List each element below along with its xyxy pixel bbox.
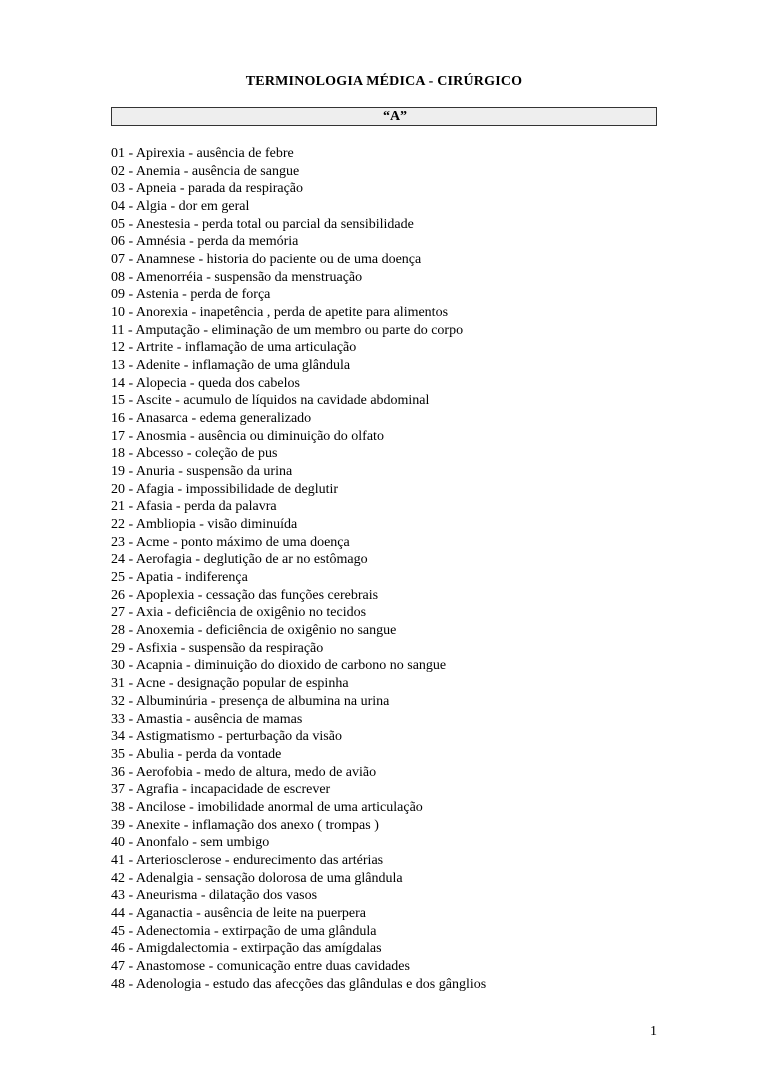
term-list-item: 05 - Anestesia - perda total ou parcial da sensibilidade: [111, 216, 414, 232]
term-list-item: 25 - Apatia - indiferença: [111, 570, 248, 586]
term-list-item: 18 - Abcesso - coleção de pus: [111, 446, 278, 462]
term-list-item: 09 - Astenia - perda de força: [111, 287, 271, 303]
term-list-item: 12 - Artrite - inflamação de uma articulação: [111, 340, 357, 356]
term-list-item: 41 - Arteriosclerose - endurecimento das artérias: [111, 852, 384, 868]
term-list-item: 39 - Anexite - inflamação dos anexo ( trompas ): [111, 817, 379, 833]
term-list-item: 20 - Afagia - impossibilidade de deglutir: [111, 481, 339, 497]
term-list-item: 34 - Astigmatismo - perturbação da visão: [111, 729, 342, 745]
term-list-item: 37 - Agrafia - incapacidade de escrever: [111, 782, 331, 798]
term-list: [111, 145, 486, 993]
term-list-item: 30 - Acapnia - diminuição do dioxido de carbono no sangue: [111, 658, 447, 674]
term-list-item: 24 - Aerofagia - deglutição de ar no estômago: [111, 552, 368, 568]
page-number: 1: [650, 1024, 657, 1039]
page-title: TERMINOLOGIA MÉDICA - CIRÚRGICO: [245, 74, 523, 89]
term-list-item: 26 - Apoplexia - cessação das funções cerebrais: [111, 587, 379, 603]
term-list-item: 02 - Anemia - ausência de sangue: [111, 163, 300, 179]
term-list-item: 17 - Anosmia - ausência ou diminuição do olfato: [111, 428, 384, 444]
term-list-item: 21 - Afasia - perda da palavra: [111, 499, 277, 515]
term-list-item: 04 - Algia - dor em geral: [111, 199, 250, 215]
term-list-item: 14 - Alopecia - queda dos cabelos: [111, 375, 300, 391]
term-list-item: 46 - Amigdalectomia - extirpação das amígdalas: [111, 941, 382, 957]
term-list-item: 38 - Ancilose - imobilidade anormal de uma articulação: [111, 799, 423, 815]
term-list-item: 06 - Amnésia - perda da memória: [111, 234, 299, 250]
term-list-item: 29 - Asfixia - suspensão da respiração: [111, 640, 324, 656]
term-list-item: 19 - Anuria - suspensão da urina: [111, 464, 293, 480]
term-list-item: 16 - Anasarca - edema generalizado: [111, 411, 312, 427]
section-letter-label: “A”: [382, 109, 408, 124]
term-list-item: 31 - Acne - designação popular de espinha: [111, 676, 349, 692]
term-list-item: 15 - Ascite - acumulo de líquidos na cavidade abdominal: [111, 393, 430, 409]
term-list-item: 10 - Anorexia - inapetência , perda de apetite para alimentos: [111, 305, 449, 321]
term-list-item: 48 - Adenologia - estudo das afecções das glândulas e dos gânglios: [111, 976, 487, 992]
term-list-item: 13 - Adenite - inflamação de uma glândula: [111, 358, 351, 374]
term-list-item: 28 - Anoxemia - deficiência de oxigênio no sangue: [111, 623, 397, 639]
term-list-item: 32 - Albuminúria - presença de albumina na urina: [111, 693, 390, 709]
term-list-item: 36 - Aerofobia - medo de altura, medo de avião: [111, 764, 377, 780]
term-list-item: 42 - Adenalgia - sensação dolorosa de uma glândula: [111, 870, 403, 886]
term-list-item: 11 - Amputação - eliminação de um membro ou parte do corpo: [111, 322, 464, 338]
term-list-item: 22 - Ambliopia - visão diminuída: [111, 517, 298, 533]
term-list-item: 08 - Amenorréia - suspensão da menstruação: [111, 269, 363, 285]
term-list-item: 03 - Apneia - parada da respiração: [111, 181, 304, 197]
term-list-item: 47 - Anastomose - comunicação entre duas cavidades: [111, 958, 410, 974]
term-list-item: 45 - Adenectomia - extirpação de uma glândula: [111, 923, 377, 939]
term-list-item: 43 - Aneurisma - dilatação dos vasos: [111, 888, 318, 904]
term-list-item: 27 - Axia - deficiência de oxigênio no tecidos: [111, 605, 367, 621]
term-list-item: 07 - Anamnese - historia do paciente ou de uma doença: [111, 252, 422, 268]
term-list-item: 44 - Aganactia - ausência de leite na puerpera: [111, 905, 366, 921]
term-list-item: 40 - Anonfalo - sem umbigo: [111, 835, 270, 851]
section-header-box: [111, 107, 657, 126]
term-list-item: 33 - Amastia - ausência de mamas: [111, 711, 303, 727]
term-list-item: 01 - Apirexia - ausência de febre: [111, 146, 294, 161]
term-list-item: 35 - Abulia - perda da vontade: [111, 746, 282, 762]
term-list-item: 23 - Acme - ponto máximo de uma doença: [111, 534, 350, 550]
